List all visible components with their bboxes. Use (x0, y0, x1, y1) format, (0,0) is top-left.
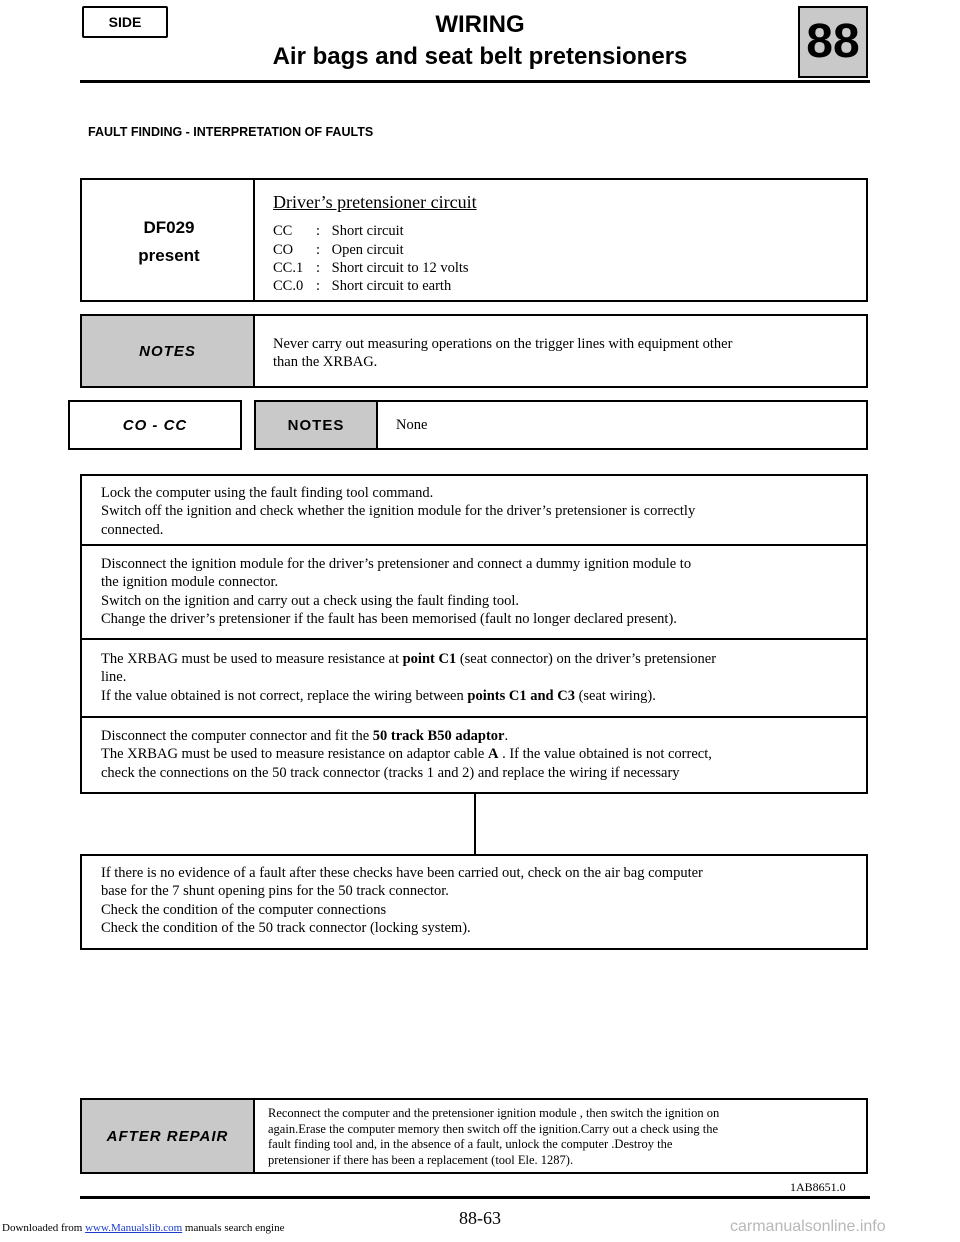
code: CC.0 (273, 278, 304, 294)
step-4: Disconnect the computer connector and fit the 50 track B50 adaptor. The XRBAG must be used to measure resistance on adaptor cable A . If the value obtained is not correct, check the connections on the 50 track connector (tracks 1 and 2) and replace the wiring if necessary (101, 728, 712, 781)
step-2: Disconnect the ignition module for the driver’s pretensioner and connect a dummy ignition module to the ignition module connector. Switch on the ignition and carry out a check using the fault finding tool. Change the driver’s pretensioner if the fault has been memorised (fault no longer declared present). (101, 556, 692, 628)
page-subtitle: Air bags and seat belt pretensioners (272, 43, 688, 70)
code: CO (273, 242, 294, 258)
code-desc: Short circuit to 12 volts (331, 260, 469, 276)
fault-box-divider (253, 180, 255, 300)
after-repair-label: AFTER REPAIR (82, 1100, 255, 1172)
code-sep: : (316, 223, 321, 239)
fault-code-row (273, 222, 404, 240)
section-number: 88 (798, 6, 868, 78)
co-cc-label: CO - CC (122, 416, 188, 434)
step-1: Lock the computer using the fault finding tool command. Switch off the ignition and check whether the ignition module for the driver’s pretensioner is correctly connected. (101, 485, 696, 538)
co-cc-notes-label: NOTES (256, 402, 378, 448)
step-divider (80, 544, 868, 546)
fault-code-row (273, 259, 469, 277)
header-divider (80, 80, 870, 83)
fault-title: Driver’s pretensioner circuit (273, 192, 477, 212)
side-tag: SIDE (82, 6, 168, 38)
after-repair-text: Reconnect the computer and the pretensioner ignition module , then switch the ignition on again.Erase the computer memory then switch off the ignition.Carry out a check using the fault finding tool and, in the absence of a fault, unlock the computer .Destroy the pretensioner if there has been a replacement (tool Ele. 1287). (268, 1106, 720, 1167)
step-divider (80, 716, 868, 718)
footer-divider (80, 1196, 870, 1199)
code-sep: : (316, 278, 321, 294)
code-desc: Short circuit to earth (331, 278, 452, 294)
code-desc: Open circuit (331, 242, 404, 258)
manualslib-link[interactable]: www.Manualslib.com (85, 1222, 183, 1234)
code-sep: : (316, 260, 321, 276)
page-title: WIRING (435, 11, 525, 38)
step-3: The XRBAG must be used to measure resistance at point C1 (seat connector) on the driver’s pretensioner line. If the value obtained is not correct, replace the wiring between points C1 and C3 (seat wiring). (101, 651, 717, 704)
step-5: If there is no evidence of a fault after these checks have been carried out, check on the air bag computer base for the 7 shunt opening pins for the 50 track connector. Check the condition of the computer connections Check the condition of the 50 track connector (locking system). (101, 865, 703, 937)
code: CC.1 (273, 260, 304, 276)
page-number: 88-63 (459, 1208, 501, 1228)
fault-code-row (273, 277, 451, 295)
code-sep: : (316, 242, 321, 258)
notes-text: Never carry out measuring operations on the trigger lines with equipment other than the XRBAG. (273, 336, 733, 371)
step-divider (80, 638, 868, 640)
document-ref: 1AB8651.0 (790, 1180, 846, 1194)
fault-code-row (273, 241, 404, 259)
watermark: carmanualsonline.info (730, 1218, 886, 1235)
section-heading: FAULT FINDING - INTERPRETATION OF FAULTS (88, 125, 374, 139)
co-cc-notes-text: None (396, 417, 428, 433)
fault-state: present (138, 246, 200, 265)
flow-connector (474, 794, 476, 854)
code-desc: Short circuit (331, 223, 404, 239)
fault-code: DF029 (143, 218, 195, 237)
download-note: Downloaded from www.Manualslib.com manuals search engine (2, 1222, 285, 1234)
code: CC (273, 223, 293, 239)
notes-label: NOTES (82, 316, 255, 386)
